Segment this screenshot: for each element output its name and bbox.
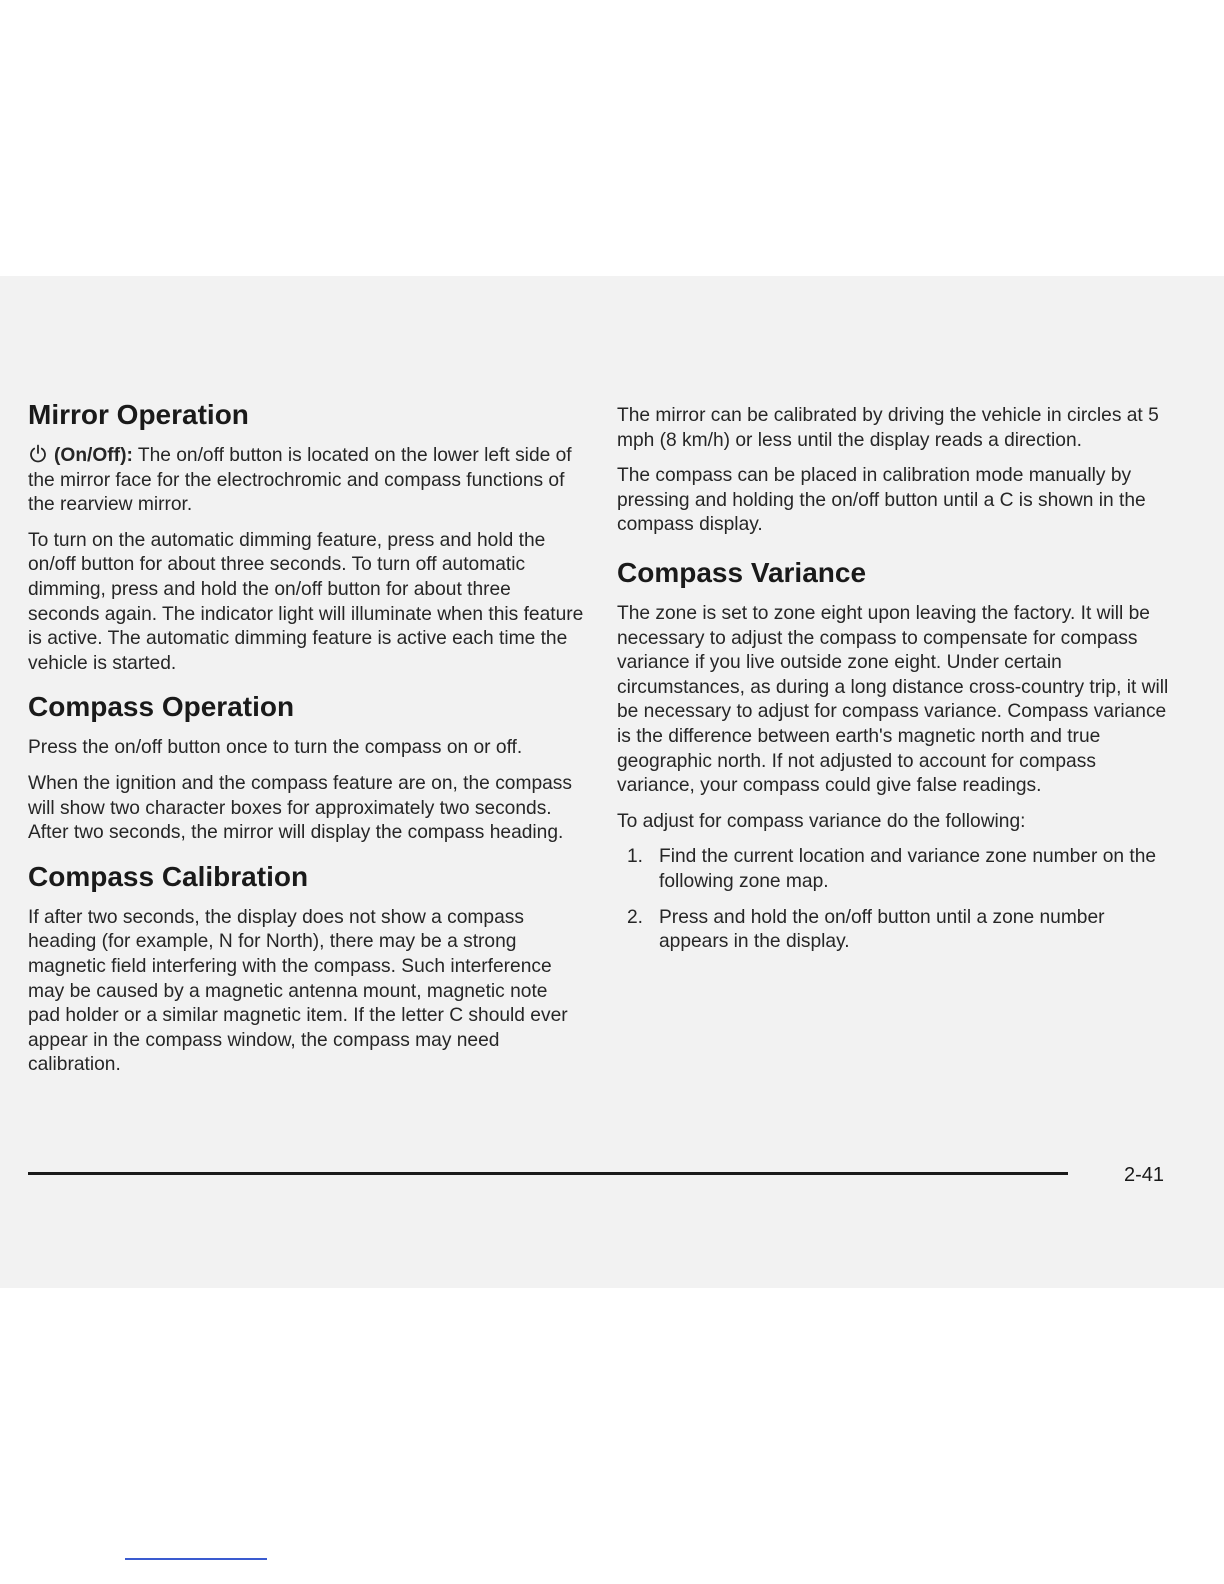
- compass-variance-paragraph-1: The zone is set to zone eight upon leaving the factory. It will be necessary to adjust the compass to compensate for compass variance if you live outside zone eight. Under certain circumstances, as during a long distance cross-country trip, it will be necessary to adjust for compass variance. Compass variance is the difference between earth's magnetic north and true geographic north. If not adjusted to account for compass variance, your compass could give false readings.: [617, 602, 1169, 797]
- auto-dimming-paragraph: To turn on the automatic dimming feature, press and hold the on/off button for about three seconds. To turn off automatic dimming, press and hold the on/off button for about three seconds again. The indicator light will illuminate when this feature is active. The automatic dimming feature is active each time the vehicle is started.: [28, 529, 584, 674]
- compass-operation-paragraph-1: Press the on/off button once to turn the compass on or off.: [28, 737, 523, 759]
- footer-rule: [28, 1172, 1068, 1175]
- step-number: 1.: [627, 846, 644, 868]
- compass-calibration-heading: Compass Calibration: [28, 860, 309, 892]
- compass-variance-heading: Compass Variance: [617, 556, 867, 588]
- list-item: [617, 906, 1177, 955]
- list-item: [617, 845, 1177, 894]
- page-number: 2-41: [1124, 1164, 1165, 1186]
- onoff-paragraph: [28, 444, 584, 518]
- mirror-operation-heading: Mirror Operation: [28, 399, 249, 430]
- compass-operation-paragraph-2: When the ignition and the compass feature are on, the compass will show two character boxes for approximately two seconds. After two seconds, the mirror will display the compass heading.: [28, 772, 572, 844]
- compass-variance-paragraph-2: To adjust for compass variance do the following:: [617, 810, 1026, 832]
- right-column: [617, 404, 1177, 966]
- variance-steps-list: [617, 845, 1177, 954]
- calibration-driving-paragraph: The mirror can be calibrated by driving the vehicle in circles at 5 mph (8 km/h) or less until the display reads a direction.: [617, 405, 1159, 451]
- compass-calibration-paragraph: If after two seconds, the display does not show a compass heading (for example, N for North), there may be a strong magnetic field interfering with the compass. Such interference may be caused by a magnetic antenna mount, magnetic note pad holder or a similar magnetic item. If the letter C should ever appear in the compass window, the compass may need calibration.: [28, 906, 568, 1076]
- calibration-manual-paragraph: The compass can be placed in calibration mode manually by pressing and holding the on/off button until a C is shown in the compass display.: [617, 465, 1146, 536]
- left-column: [28, 398, 584, 1089]
- power-icon: [28, 444, 48, 464]
- step-text: Press and hold the on/off button until a zone number appears in the display.: [659, 906, 1105, 953]
- compass-operation-heading: Compass Operation: [28, 691, 295, 723]
- onoff-text: The on/off button is located on the lower left side of the mirror face for the electrochromic and compass functions of the rearview mirror.: [28, 445, 572, 516]
- step-number: 2.: [627, 906, 644, 928]
- footer-link-line: [125, 1558, 267, 1560]
- onoff-label: (On/Off):: [54, 445, 133, 466]
- step-text: Find the current location and variance zone number on the following zone map.: [659, 846, 1157, 892]
